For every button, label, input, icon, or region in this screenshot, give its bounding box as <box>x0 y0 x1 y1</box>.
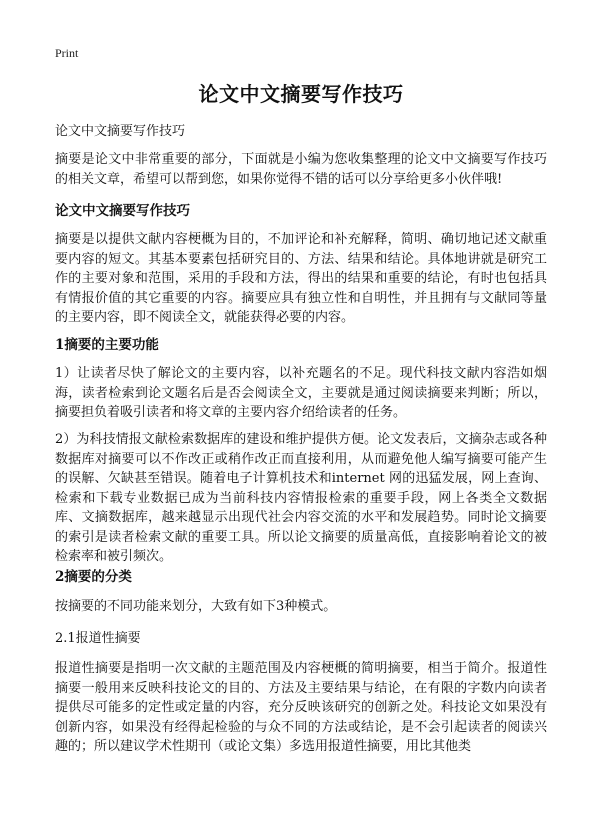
function-paragraph-1: 1）让读者尽快了解论文的主要内容，以补充题名的不足。现代科技文献内容浩如烟海，读者检索到论文题名后是否会阅读全文，主要就是通过阅读摘要来判断；所以，摘要担负着吸引读者和将文章的主要内容介绍给读者的任务。 <box>55 366 547 420</box>
intro-paragraph: 摘要是论文中非常重要的部分，下面就是小编为您收集整理的论文中文摘要写作技巧的相关文章，希望可以帮到您，如果你觉得不错的话可以分享给更多小伙伴哦! <box>55 152 547 187</box>
section-heading-classification: 2摘要的分类 <box>55 569 132 585</box>
classification-paragraph: 按摘要的不同功能来划分，大致有如下3种模式。 <box>55 599 337 614</box>
section-heading-main: 论文中文摘要写作技巧 <box>55 203 190 219</box>
main-paragraph: 摘要是以提供文献内容梗概为目的，不加评论和补充解释，简明、确切地记述文献重要内容的短文。其基本要素包括研究目的、方法、结果和结论。具体地讲就是研究工作的主要对象和范围，采用的手段和方法，得出的结果和重要的结论，有时也包括具有情报价值的其它重要的内容。摘要应具有独立性和自明性，并且拥有与文献同等量的主要内容，即不阅读全文，就能获得必要的内容。 <box>55 232 547 325</box>
report-paragraph: 报道性摘要是指明一次文献的主题范围及内容梗概的简明摘要，相当于简介。报道性摘要一般用来反映科技论文的目的、方法及主要结果与结论，在有限的字数内向读者提供尽可能多的定性或定量的内容，充分反映该研究的创新之处。科技论文如果没有创新内容，如果没有经得起检验的与众不同的方法或结论，是不会引起读者的阅读兴趣的；所以建议学术性期刊（或论文集）多选用报道性摘要，用比其他类 <box>55 661 547 754</box>
print-link[interactable]: Print <box>55 46 79 60</box>
function-paragraph-2: 2）为科技情报文献检索数据库的建设和维护提供方便。论文发表后，文摘杂志或各种数据库对摘要可以不作改正或稍作改正而直接利用，从而避免他人编写摘要可能产生的误解、欠缺甚至错误。随着电子计算机技术和internet 网的迅猛发展，网上查询、检索和下载专业数据已成为当前科技内容情报检索的重要手段，网上各类全文数据库、文摘数据库，越来越显示出现代社会内容交流的水平和发展趋势。同时论文摘要的索引是读者检索文献的重要工具。所以论文摘要的质量高低，直接影响着论文的被检索率和被引频次。 <box>55 432 547 564</box>
section-heading-function: 1摘要的主要功能 <box>55 337 159 353</box>
section-heading-report: 2.1报道性摘要 <box>55 631 141 646</box>
page-title: 论文中文摘要写作技巧 <box>198 82 404 106</box>
article-subtitle: 论文中文摘要写作技巧 <box>55 124 186 139</box>
